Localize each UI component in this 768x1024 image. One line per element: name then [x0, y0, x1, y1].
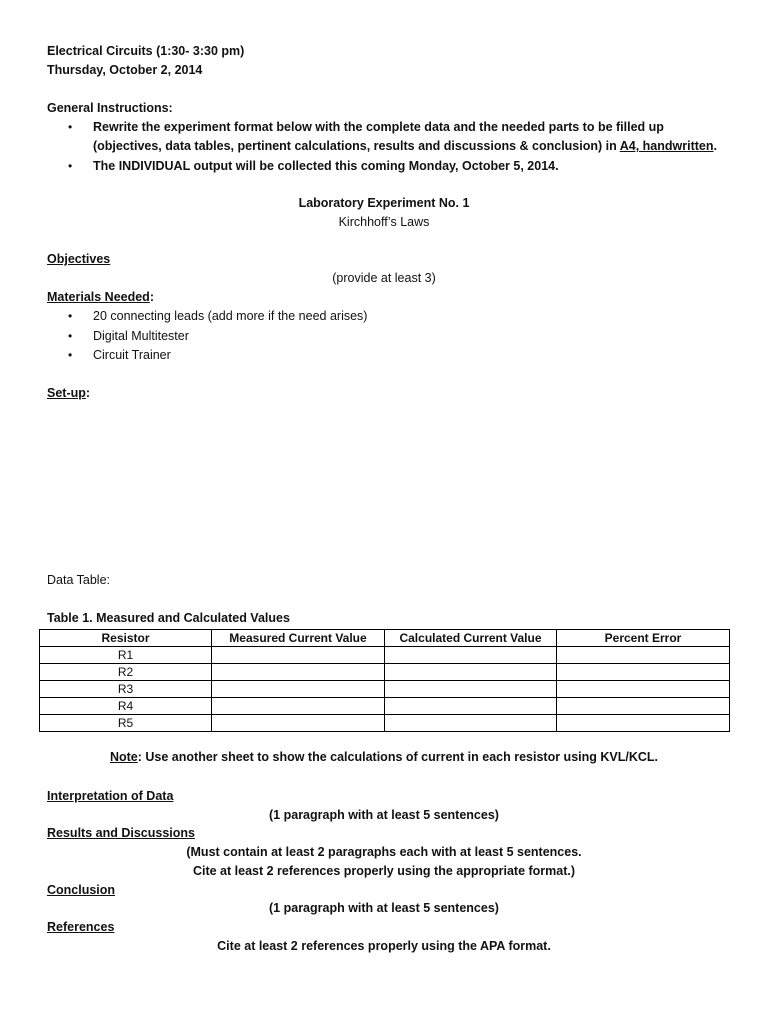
results-text-line-2: Cite at least 2 references properly using the appropriate format.)	[192, 864, 576, 878]
materials-heading-colon: :	[149, 290, 154, 304]
calculated-current-cell	[385, 664, 557, 681]
instruction-period: .	[713, 139, 717, 153]
data-table	[39, 629, 730, 732]
conclusion-text: (1 paragraph with at least 5 sentences)	[269, 901, 499, 915]
calculated-current-cell	[385, 647, 557, 664]
calculated-current-cell	[385, 715, 557, 732]
data-table-label: Data Table:	[47, 573, 111, 587]
conclusion-heading: Conclusion	[47, 883, 116, 897]
percent-error-cell	[557, 681, 730, 698]
resistor-cell: R2	[40, 664, 212, 681]
interpretation-text: (1 paragraph with at least 5 sentences)	[269, 808, 499, 822]
bullet-icon: •	[68, 159, 73, 173]
measured-current-cell	[212, 698, 385, 715]
instruction-item-1-text: (objectives, data tables, pertinent calculations, results and discussions & conclusion) in	[93, 139, 620, 153]
table-header-row	[40, 630, 730, 647]
materials-item: Circuit Trainer	[93, 348, 171, 362]
table-caption: Table 1. Measured and Calculated Values	[47, 611, 290, 625]
objectives-note: (provide at least 3)	[332, 271, 436, 285]
percent-error-cell	[557, 647, 730, 664]
references-heading: References	[47, 920, 115, 934]
table-header-cell: Calculated Current Value	[385, 630, 557, 647]
objectives-heading: Objectives	[47, 252, 111, 266]
table-row	[40, 715, 730, 732]
bullet-icon: •	[68, 120, 73, 134]
setup-heading-colon: :	[85, 386, 91, 400]
interpretation-heading: Interpretation of Data	[47, 789, 174, 803]
table-row	[40, 664, 730, 681]
resistor-cell: R5	[40, 715, 212, 732]
setup-heading-label: Set-up	[47, 386, 86, 400]
experiment-subtitle: Kirchhoff’s Laws	[338, 215, 430, 229]
instruction-format-emphasis: A4, handwritten	[619, 139, 714, 153]
percent-error-cell	[557, 664, 730, 681]
measured-current-cell	[212, 647, 385, 664]
table-row	[40, 681, 730, 698]
materials-item: 20 connecting leads (add more if the need arises)	[93, 309, 368, 323]
instruction-item-1-line-1: Rewrite the experiment format below with the complete data and the needed parts to be filled up	[93, 120, 664, 134]
table-header-cell: Resistor	[40, 630, 212, 647]
percent-error-cell	[557, 698, 730, 715]
instructions-heading: General Instructions:	[47, 101, 173, 115]
bullet-icon: •	[68, 348, 73, 362]
resistor-cell: R1	[40, 647, 212, 664]
bullet-icon: •	[68, 309, 73, 323]
table-row	[40, 647, 730, 664]
measured-current-cell	[212, 681, 385, 698]
experiment-title: Laboratory Experiment No. 1	[298, 196, 470, 210]
note-line	[0, 750, 768, 764]
calculated-current-cell	[385, 681, 557, 698]
table-header-cell: Percent Error	[557, 630, 730, 647]
measured-current-cell	[212, 664, 385, 681]
resistor-cell: R4	[40, 698, 212, 715]
course-date: Thursday, October 2, 2014	[47, 63, 203, 77]
references-text: Cite at least 2 references properly using the APA format.	[217, 939, 551, 953]
calculated-current-cell	[385, 698, 557, 715]
materials-heading	[47, 290, 154, 304]
measured-current-cell	[212, 715, 385, 732]
materials-heading-label: Materials Needed	[47, 290, 150, 304]
results-heading: Results and Discussions	[47, 826, 195, 840]
materials-item: Digital Multitester	[93, 329, 189, 343]
note-label: Note	[109, 750, 138, 764]
course-title: Electrical Circuits (1:30- 3:30 pm)	[47, 44, 245, 58]
table-row	[40, 698, 730, 715]
percent-error-cell	[557, 715, 730, 732]
instruction-item-1-line-2	[93, 139, 717, 153]
table-header-cell: Measured Current Value	[212, 630, 385, 647]
note-text: : Use another sheet to show the calculations of current in each resistor using KVL/KCL.	[137, 750, 658, 764]
instruction-item-2: The INDIVIDUAL output will be collected this coming Monday, October 5, 2014.	[93, 159, 559, 173]
bullet-icon: •	[68, 329, 73, 343]
setup-heading	[47, 386, 90, 400]
resistor-cell: R3	[40, 681, 212, 698]
results-text-line-1: (Must contain at least 2 paragraphs each with at least 5 sentences.	[186, 845, 582, 859]
